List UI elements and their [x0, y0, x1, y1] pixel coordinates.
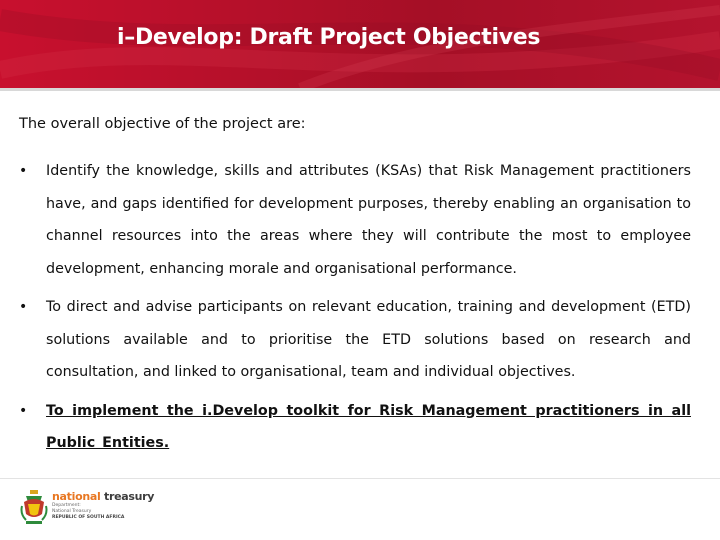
title-banner — [0, 0, 720, 88]
bullet-icon: • — [19, 163, 28, 179]
footer-divider — [0, 478, 720, 479]
logo-name-accent: national — [52, 490, 101, 503]
list-item — [19, 155, 691, 285]
logo-department-name: National Treasury — [52, 509, 92, 514]
intro-text: The overall objective of the project are: — [19, 116, 306, 132]
slide-body — [19, 113, 691, 466]
logo-department: Department: — [52, 503, 81, 508]
logo-text — [52, 488, 154, 521]
header-divider — [0, 88, 720, 91]
coat-of-arms-icon — [20, 488, 48, 528]
national-treasury-logo — [20, 488, 160, 530]
bullet-icon: • — [19, 402, 28, 419]
logo-name — [52, 490, 154, 503]
list-item-text: Identify the knowledge, skills and attributes (KSAs) that Risk Management practitioners have, and gaps identified for development purposes, thereby enabling an organisation to channel resources into the areas where they will contribute the most to employee development, enhancing morale and organisational performance. — [46, 163, 691, 277]
list-item — [19, 395, 691, 460]
list-item-text: To direct and advise participants on relevant education, training and development (ETD) solutions available and to prioritise the ETD solutions based on research and consultation, and linked to organisational, team and individual objectives. — [46, 299, 691, 380]
objectives-list — [19, 155, 691, 460]
page-title: i–Develop: Draft Project Objectives — [117, 25, 541, 50]
list-item-text: To implement the i.Develop toolkit for Risk Management practitioners in all Public Entities. — [46, 402, 691, 451]
logo-name-rest: treasury — [100, 490, 155, 503]
logo-country: REPUBLIC OF SOUTH AFRICA — [52, 515, 125, 520]
list-item — [19, 291, 691, 389]
bullet-icon: • — [19, 299, 28, 315]
